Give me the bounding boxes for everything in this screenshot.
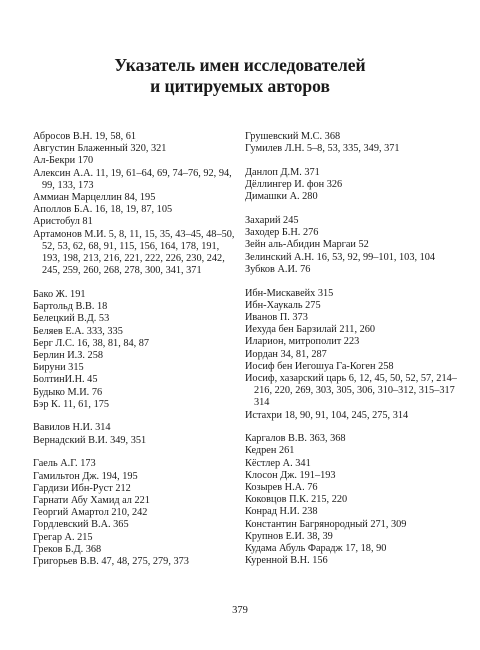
index-entry: Заходер Б.Н. 276 (245, 227, 319, 239)
index-entry: Иосиф, хазарский царь 6, 12, 45, 50, 52, 57, 214–216, 220, 269, 303, 305, 306, 310–312, 315–317 314 (245, 372, 457, 409)
index-entry: Гордлевский В.А. 365 (33, 519, 129, 531)
index-entry: Куренной В.Н. 156 (245, 555, 328, 567)
index-right-column (245, 131, 460, 568)
group-spacer (245, 422, 460, 434)
index-entry: Алексин А.А. 11, 19, 61–64, 69, 74–76, 92, 94, 99, 133, 173 (33, 167, 232, 191)
index-entry: Конрад Н.И. 238 (245, 506, 318, 518)
index-entry: Григорьев В.В. 47, 48, 275, 279, 373 (33, 556, 189, 567)
index-entry: Бэр К. 11, 61, 175 (33, 398, 110, 410)
index-entry: Захарий 245 (245, 215, 299, 227)
index-entry: Аристобул 81 (33, 216, 93, 228)
title-line-2: и цитируемых авторов (150, 76, 330, 96)
index-entry: Грушевский М.С. 368 (245, 131, 341, 142)
index-entry: Иларион, митрополит 223 (245, 336, 360, 348)
index-entry: Аполлов Б.А. 16, 18, 19, 87, 105 (33, 204, 173, 216)
index-entry: Кёстлер А. 341 (245, 457, 311, 469)
index-entry: Бако Ж. 191 (33, 288, 86, 300)
index-entry: Абросов В.Н. 19, 58, 61 (33, 131, 137, 142)
index-entry: Ал-Бекри 170 (33, 155, 94, 167)
index-entry: Будыко М.И. 76 (33, 386, 103, 398)
group-spacer (245, 204, 460, 216)
index-entry: Каргалов В.В. 363, 368 (245, 433, 346, 445)
index-entry: Зубков А.И. 76 (245, 263, 311, 275)
index-entry: Зелинский А.Н. 16, 53, 92, 99–101, 103, 104 (245, 251, 436, 263)
index-entry: Истахри 18, 90, 91, 104, 245, 275, 314 (245, 409, 409, 421)
index-entry: Бартольд В.В. 18 (33, 301, 108, 313)
index-entry: Крупнов Е.И. 38, 39 (245, 530, 333, 542)
index-entry: Берлин И.З. 258 (33, 349, 103, 361)
index-entry: Дёллингер И. фон 326 (245, 179, 343, 191)
index-entry: Вернадский В.И. 349, 351 (33, 434, 147, 446)
index-entry: Беляев Е.А. 333, 335 (33, 325, 123, 337)
index-entry: Кудама Абуль Фарадж 17, 18, 90 (245, 543, 387, 555)
index-entry: Бируни 315 (33, 362, 84, 374)
index-entry: Белецкий В.Д. 53 (33, 313, 110, 325)
index-entry: Грегар А. 215 (33, 531, 93, 543)
index-entry: Гаель А.Г. 173 (33, 458, 96, 470)
index-entry: Аммиан Марцеллин 84, 195 (33, 192, 156, 204)
index-entry: Козырев Н.А. 76 (245, 482, 318, 494)
index-entry: Константин Багрянородный 271, 309 (245, 518, 407, 530)
index-entry: Артамонов М.И. 5, 8, 11, 15, 35, 43–45, 48–50, 52, 53, 62, 68, 91, 115, 156, 164, 178, 191, 193, 198, 213, 216, 221, 222, 226, 230, 242, 245, 259, 260, 268, 278, 300, 341, 371 (33, 228, 235, 277)
index-entry: Иехуда бен Барзилай 211, 260 (245, 324, 376, 336)
index-entry: Иосиф бен Иегошуа Га-Коген 258 (245, 360, 394, 372)
index-entry: Клосон Дж. 191–193 (245, 469, 336, 481)
index-entry: БолтинИ.Н. 45 (33, 374, 98, 386)
group-spacer (33, 447, 238, 459)
group-spacer (245, 155, 460, 167)
index-left-column (33, 131, 238, 568)
group-spacer (33, 411, 238, 423)
page-title (0, 55, 480, 97)
index-entry: Зейн аль-Абидин Маргаи 52 (245, 239, 369, 251)
index-entry: Гамильтон Дж. 194, 195 (33, 470, 138, 482)
index-entry: Берг Л.С. 16, 38, 81, 84, 87 (33, 337, 150, 349)
index-entry: Иванов П. 373 (245, 311, 308, 323)
index-entry: Гарнати Абу Хамид ал 221 (33, 494, 150, 506)
index-entry: Иордан 34, 81, 287 (245, 348, 327, 360)
page-number: 379 (232, 605, 248, 616)
index-entry: Ибн-Хаукаль 275 (245, 299, 321, 311)
index-entry: Кедрен 261 (245, 445, 295, 457)
index-entry: Ибн-Мискавейх 315 (245, 287, 334, 299)
group-spacer (245, 276, 460, 288)
title-line-1: Указатель имен исследователей (114, 55, 366, 75)
index-entry: Димашки А. 280 (245, 191, 318, 203)
index-entry: Коковцов П.К. 215, 220 (245, 494, 348, 506)
index-entry: Данлоп Д.М. 371 (245, 166, 320, 178)
index-entry: Гардизи Ибн-Руст 212 (33, 482, 131, 494)
index-entry: Вавилов Н.И. 314 (33, 422, 111, 434)
index-entry: Гумилев Л.Н. 5–8, 53, 335, 349, 371 (245, 143, 400, 155)
index-entry: Греков Б.Д. 368 (33, 543, 102, 555)
index-entry: Георгий Амартол 210, 242 (33, 507, 148, 519)
index-entry: Августин Блаженный 320, 321 (33, 143, 167, 155)
group-spacer (33, 277, 238, 289)
